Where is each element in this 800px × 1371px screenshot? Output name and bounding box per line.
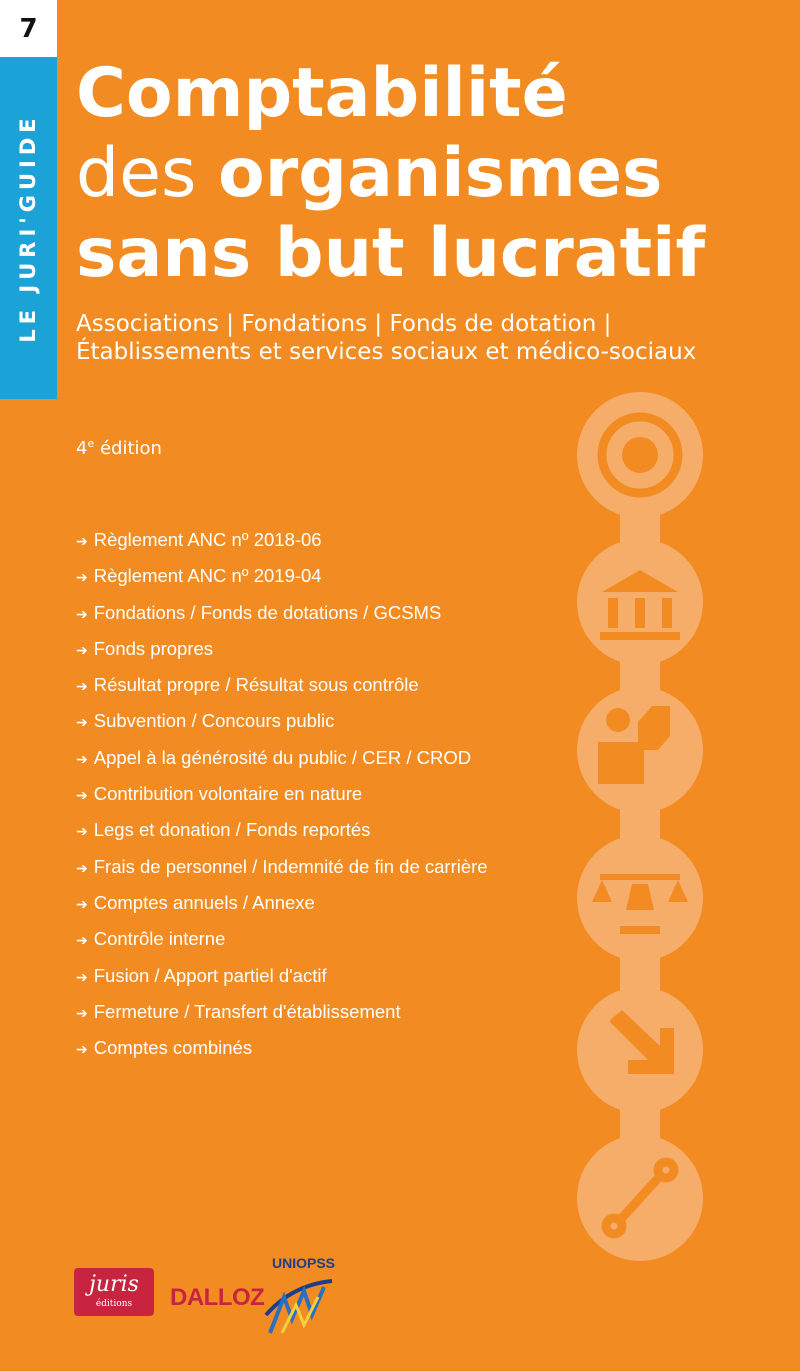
topic-item bbox=[76, 634, 488, 670]
topic-item bbox=[76, 924, 488, 960]
topic-label: Legs et donation / Fonds reportés bbox=[93, 819, 371, 841]
chain-joint bbox=[624, 808, 656, 840]
topic-item bbox=[76, 997, 488, 1033]
topic-item bbox=[76, 852, 488, 888]
edition bbox=[76, 437, 162, 459]
arrow-icon: ➔ bbox=[76, 750, 88, 767]
arrow-icon: ➔ bbox=[76, 1041, 88, 1058]
topic-label: Comptes combinés bbox=[93, 1037, 253, 1059]
chain-joint bbox=[624, 958, 656, 990]
arrow-icon: ➔ bbox=[76, 605, 88, 622]
uniopss-logo-text: UNIOPSS bbox=[272, 1255, 336, 1271]
topic-item bbox=[76, 670, 488, 706]
topic-label: Subvention / Concours public bbox=[93, 710, 335, 732]
topic-label: Fondations / Fonds de dotations / GCSMS bbox=[93, 601, 442, 623]
topic-label: Fusion / Apport partiel d'actif bbox=[93, 964, 327, 986]
edition-label: édition bbox=[94, 438, 162, 459]
chain-joint bbox=[624, 660, 656, 692]
series-number: 7 bbox=[0, 0, 57, 57]
topic-label: Contribution volontaire en nature bbox=[93, 783, 363, 805]
title-line-1: Comptabilité bbox=[76, 54, 568, 133]
arrow-icon: ➔ bbox=[76, 895, 88, 912]
arrow-icon: ➔ bbox=[76, 641, 88, 658]
dalloz-logo: DALLOZ bbox=[170, 1284, 265, 1311]
topic-item bbox=[76, 598, 488, 634]
topic-label: Fonds propres bbox=[93, 637, 214, 659]
arrow-icon: ➔ bbox=[76, 968, 88, 985]
topic-item bbox=[76, 561, 488, 597]
topic-label: Règlement ANC nº 2018-06 bbox=[93, 529, 322, 550]
target-icon-center bbox=[622, 437, 658, 473]
arrow-icon: ➔ bbox=[76, 678, 88, 695]
topic-label: Fermeture / Transfert d'établissement bbox=[93, 1000, 401, 1022]
topic-item bbox=[76, 888, 488, 924]
topic-label: Frais de personnel / Indemnité de fin de carrière bbox=[93, 855, 488, 877]
juris-logo-sub: éditions bbox=[95, 1299, 133, 1309]
arrow-icon: ➔ bbox=[76, 533, 88, 549]
chain-joint bbox=[624, 1108, 656, 1140]
topic-item bbox=[76, 743, 488, 779]
decorative-chain bbox=[480, 390, 800, 1270]
topic-label: Résultat propre / Résultat sous contrôle bbox=[93, 674, 419, 696]
arrow-icon: ➔ bbox=[76, 932, 88, 949]
series-name: LE JURI'GUIDE bbox=[16, 113, 40, 343]
topic-item bbox=[76, 1033, 488, 1069]
arrow-icon: ➔ bbox=[76, 859, 88, 876]
arrow-icon: ➔ bbox=[76, 787, 88, 804]
topic-label: Appel à la générosité du public / CER / CROD bbox=[93, 746, 472, 768]
arrow-icon: ➔ bbox=[76, 1004, 88, 1021]
title-line-3: sans but lucratif bbox=[76, 214, 706, 293]
title-line-2-bold: organismes bbox=[218, 134, 663, 213]
book-title bbox=[76, 54, 766, 300]
topic-item bbox=[76, 815, 488, 851]
topic-label: Règlement ANC nº 2019-04 bbox=[93, 565, 322, 587]
topic-item bbox=[76, 961, 488, 997]
uniopss-logo bbox=[262, 1255, 352, 1335]
topics-list bbox=[76, 525, 488, 1069]
juris-logo-text: juris bbox=[89, 1272, 139, 1297]
edition-number: 4 bbox=[76, 438, 88, 459]
uniopss-mark-icon bbox=[262, 1275, 352, 1335]
topic-item bbox=[76, 525, 488, 561]
topic-item bbox=[76, 706, 488, 742]
topic-item bbox=[76, 779, 488, 815]
chain-joint bbox=[624, 514, 656, 546]
arrow-icon: ➔ bbox=[76, 714, 88, 731]
juris-logo bbox=[74, 1268, 154, 1316]
title-line-2 bbox=[76, 134, 766, 220]
arrow-icon: ➔ bbox=[76, 569, 88, 586]
subtitle: Associations | Fondations | Fonds de dotation | Établissements et services sociaux et médico-sociaux bbox=[76, 311, 697, 365]
edition-suffix: e bbox=[87, 437, 95, 450]
title-line-2-light: des bbox=[76, 134, 219, 213]
arrow-icon: ➔ bbox=[76, 823, 88, 840]
topic-label: Contrôle interne bbox=[93, 928, 226, 950]
topic-label: Comptes annuels / Annexe bbox=[93, 891, 315, 913]
